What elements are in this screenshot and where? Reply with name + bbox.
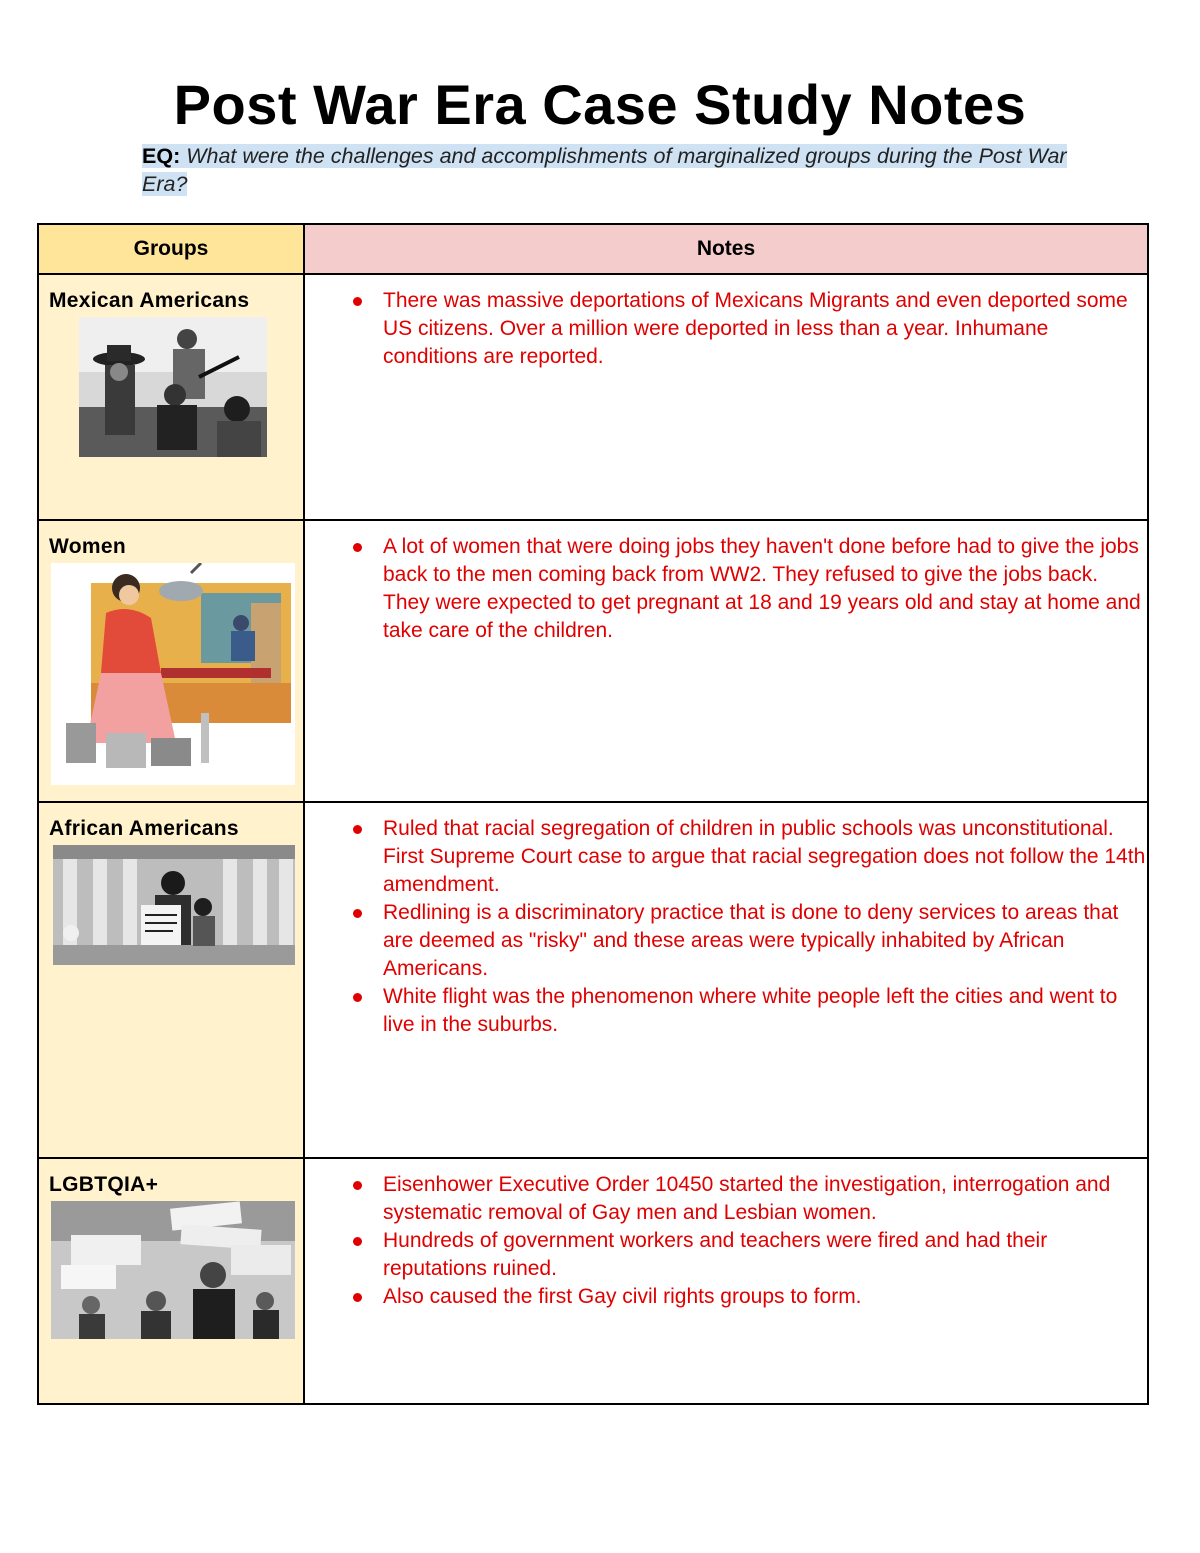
list-item: A lot of women that were doing jobs they haven't done before had to give the jobs back to the men coming back from WW2. They refused to give the jobs back. They were expected to get pregnant at 18 and 19 years old and stay at home and take care of the children. bbox=[351, 533, 1147, 645]
table-row bbox=[38, 1158, 1148, 1404]
page-title: Post War Era Case Study Notes bbox=[173, 73, 1027, 136]
list-item: Ruled that racial segregation of children in public schools was unconstitutional. First Supreme Court case to argue that racial segregation does not follow the 14th amendment. bbox=[351, 815, 1147, 899]
group-name: LGBTQIA+ bbox=[49, 1173, 159, 1196]
notes-cell bbox=[304, 274, 1148, 520]
essential-question bbox=[142, 142, 1072, 198]
mexican-americans-photo bbox=[79, 317, 267, 457]
group-name: African Americans bbox=[49, 817, 239, 840]
notes-header: Notes bbox=[304, 224, 1148, 274]
list-item: Eisenhower Executive Order 10450 started the investigation, interrogation and systematic removal of Gay men and Lesbian women. bbox=[351, 1171, 1147, 1227]
groups-header: Groups bbox=[38, 224, 304, 274]
notes-list bbox=[305, 1171, 1147, 1311]
women-illustration bbox=[51, 563, 295, 785]
list-item: White flight was the phenomenon where white people left the cities and went to live in the suburbs. bbox=[351, 983, 1147, 1039]
notes-list bbox=[305, 815, 1147, 1039]
list-item: Also caused the first Gay civil rights groups to form. bbox=[351, 1283, 1147, 1311]
table-row bbox=[38, 520, 1148, 802]
group-cell bbox=[38, 274, 304, 520]
notes-cell bbox=[304, 1158, 1148, 1404]
notes-cell bbox=[304, 802, 1148, 1158]
eq-question: What were the challenges and accomplishments of marginalized groups during the Post War Era? bbox=[142, 144, 1067, 196]
list-item: Redlining is a discriminatory practice that is done to deny services to areas that are deemed as "risky" and these areas were typically inhabited by African Americans. bbox=[351, 899, 1147, 983]
group-name: Mexican Americans bbox=[49, 289, 250, 312]
notes-list bbox=[305, 287, 1147, 371]
notes-list bbox=[305, 533, 1147, 645]
eq-label: EQ: bbox=[142, 144, 181, 168]
table-row bbox=[38, 802, 1148, 1158]
group-cell bbox=[38, 1158, 304, 1404]
lgbtqia-protest-photo bbox=[51, 1201, 295, 1339]
table-header-row bbox=[38, 224, 1148, 274]
group-name: Women bbox=[49, 535, 126, 558]
notes-cell bbox=[304, 520, 1148, 802]
case-study-table bbox=[37, 223, 1149, 1405]
list-item: There was massive deportations of Mexicans Migrants and even deported some US citizens. Over a million were deported in less than a year. Inhumane conditions are reported. bbox=[351, 287, 1147, 371]
african-americans-photo bbox=[53, 845, 295, 965]
group-cell bbox=[38, 520, 304, 802]
group-cell bbox=[38, 802, 304, 1158]
list-item: Hundreds of government workers and teachers were fired and had their reputations ruined. bbox=[351, 1227, 1147, 1283]
table-row bbox=[38, 274, 1148, 520]
